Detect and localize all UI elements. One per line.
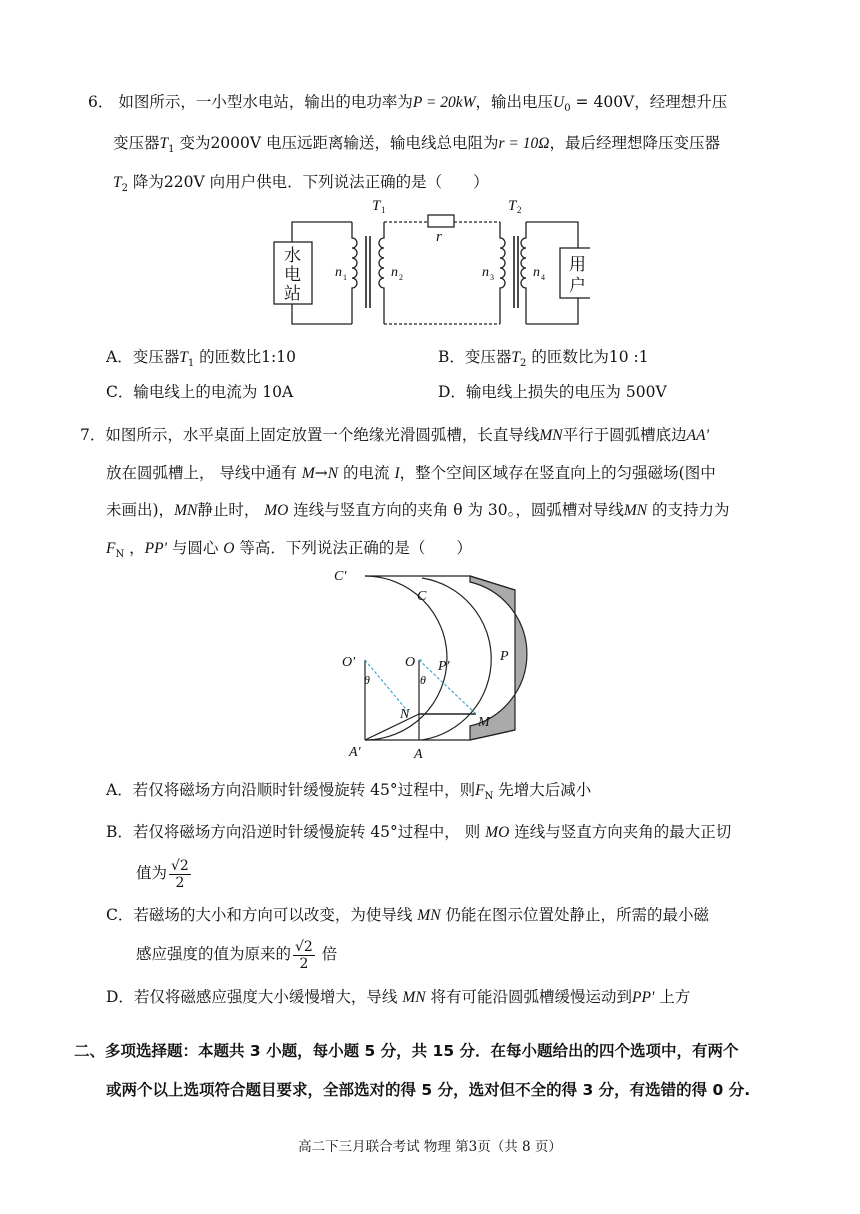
n1-sub: 1 xyxy=(343,273,347,282)
page-footer: 高二下三月联合考试 物理 第3页（共 8 页） xyxy=(298,1139,562,1155)
q6-line-1 xyxy=(88,92,727,119)
t2-label: T xyxy=(508,198,517,214)
q7-text: ， xyxy=(124,539,145,557)
q7-line-4 xyxy=(106,538,472,565)
q6-text: 如图所示，一小型水电站，输出的电功率为 xyxy=(118,93,413,111)
n2-sub: 2 xyxy=(399,273,403,282)
q7-option-b xyxy=(106,822,731,843)
q7-line-3 xyxy=(106,500,730,521)
q7-line-2 xyxy=(106,463,716,484)
q7-symbol: MN xyxy=(623,502,648,519)
q6-text: B．变压器 xyxy=(438,348,512,366)
q7-text: 的支持力为 xyxy=(647,501,730,519)
q7-option-a xyxy=(106,780,591,807)
label-o: O xyxy=(405,655,416,670)
fraction-sqrt2-over-2 xyxy=(293,939,315,972)
q7-text: C．若磁场的大小和方向可以改变，为使导线 xyxy=(106,906,418,924)
q6-symbol: T xyxy=(511,349,521,366)
t2-sub: 2 xyxy=(517,205,522,215)
q6-option-c: C．输电线上的电流为 10A xyxy=(106,383,294,401)
q7-sub: N xyxy=(484,791,494,802)
fraction-numerator: √2 xyxy=(295,938,313,955)
q7-text: A．若仅将磁场方向沿顺时针缓慢旋转 45°过程中，则 xyxy=(106,781,476,799)
q6-power: P = 20kW xyxy=(412,94,476,111)
q7-text: 等高．下列说法正确的是（ ） xyxy=(234,539,472,557)
user-char-1: 用 xyxy=(569,255,586,274)
q6-resistance: r = 10Ω xyxy=(498,135,550,152)
fraction-sqrt2-over-2 xyxy=(169,858,191,891)
q7-symbol: I xyxy=(394,465,400,482)
q7-text: 未画出)， xyxy=(106,501,175,519)
t1-sub: 1 xyxy=(381,205,386,215)
q7-symbol: F xyxy=(106,540,116,557)
resistor-r xyxy=(428,215,454,227)
q7-text: ，整个空间区域存在竖直向上的匀强磁场(图中 xyxy=(399,464,716,482)
label-p: P xyxy=(500,649,509,664)
q7-text: 先增大后减小 xyxy=(493,781,592,799)
q7-text: 平行于圆弧槽底边 xyxy=(562,426,687,444)
t1-label: T xyxy=(372,198,381,214)
q7-text: 将有可能沿圆弧槽缓慢运动到 xyxy=(425,988,633,1006)
section-2-heading-line-1: 二、多项选择题：本题共 3 小题，每小题 5 分，共 15 分．在每小题给出的四个选项中，有两个 xyxy=(74,1042,739,1060)
coil-n2 xyxy=(379,222,384,324)
q7-option-c-cont xyxy=(136,936,337,972)
q7-option-b-cont xyxy=(136,855,193,891)
power-station-char-2: 电 xyxy=(284,265,301,284)
n4-sub: 4 xyxy=(541,273,545,282)
q7-text: 感应强度的值为原来的 xyxy=(136,945,292,963)
q6-circuit-diagram xyxy=(260,196,590,332)
q6-text: ，输出电压 xyxy=(475,93,554,111)
q7-text: 上方 xyxy=(654,988,691,1006)
q6-symbol: T xyxy=(179,349,188,366)
q6-option-d: D．输电线上损失的电压为 500V xyxy=(438,383,667,401)
q7-symbol: M xyxy=(301,465,315,482)
label-n: N xyxy=(400,707,410,722)
n3-label: n xyxy=(482,265,489,280)
q7-text: D．若仅将磁感应强度大小缓慢增大，导线 xyxy=(106,988,403,1006)
q6-text: = 400V，经理想升压 xyxy=(570,93,728,111)
q7-text: 与圆心 xyxy=(166,539,224,557)
n1-label: n xyxy=(335,265,342,280)
q7-sub: N xyxy=(115,549,125,560)
q7-symbol: MO xyxy=(264,502,289,519)
q7-symbol: MN xyxy=(539,427,563,444)
q7-text: 的电流 xyxy=(338,464,395,482)
q6-symbol: T xyxy=(113,174,122,191)
label-a-prime: A' xyxy=(349,745,361,760)
q7-symbol: O xyxy=(223,540,235,557)
q7-text: 如图所示，水平桌面上固定放置一个绝缘光滑圆弧槽，长直导线 xyxy=(105,426,540,444)
label-c-prime: C' xyxy=(334,569,347,584)
q6-sub: 2 xyxy=(520,358,527,369)
q7-symbol: PP' xyxy=(144,540,167,557)
q6-text: 的匝数比为10 :1 xyxy=(526,348,649,366)
fraction-numerator: √2 xyxy=(171,857,189,874)
q6-option-b xyxy=(438,347,649,374)
q7-symbol: MO xyxy=(485,824,510,841)
q6-text: A．变压器 xyxy=(106,348,180,366)
label-theta-2: θ xyxy=(420,673,426,687)
q7-number: 7． xyxy=(80,426,106,444)
q7-symbol: PP' xyxy=(632,989,655,1006)
q7-text: 连线与竖直方向的夹角 θ 为 30。，圆弧槽对导线 xyxy=(288,501,624,519)
q7-text: 值为 xyxy=(136,864,168,882)
q6-sub: 1 xyxy=(187,358,195,369)
q6-sub: 0 xyxy=(564,103,571,114)
q7-option-d xyxy=(106,987,690,1008)
coil-n3 xyxy=(500,222,505,324)
fraction-denominator: 2 xyxy=(299,955,309,972)
q7-option-c xyxy=(106,905,709,926)
q7-text: B．若仅将磁场方向沿逆时针缓慢旋转 45°过程中， 则 xyxy=(106,823,486,841)
q7-symbol: MN xyxy=(174,502,198,519)
coil-n1 xyxy=(352,222,357,324)
q7-arc-groove-diagram xyxy=(330,568,530,764)
label-theta-1: θ xyxy=(364,673,370,687)
q7-arrow: → xyxy=(314,464,328,482)
q7-symbol: F xyxy=(475,782,485,799)
q6-option-a xyxy=(106,347,296,374)
q6-text: 降为220V 向用户供电．下列说法正确的是（ ） xyxy=(128,173,489,191)
q6-number: 6． xyxy=(88,93,114,111)
fraction-denominator: 2 xyxy=(175,874,185,891)
q7-text: 静止时， xyxy=(197,501,265,519)
q7-symbol: MN xyxy=(402,989,426,1006)
power-station-char-1: 水 xyxy=(284,246,301,265)
n4-label: n xyxy=(533,265,540,280)
q6-symbol: T xyxy=(159,135,169,152)
label-c: C xyxy=(417,589,427,604)
q7-symbol: AA' xyxy=(686,427,709,444)
label-o-prime: O' xyxy=(342,655,356,670)
label-p-prime: P' xyxy=(438,659,450,674)
user-char-2: 户 xyxy=(569,276,586,295)
q6-text: ，最后经理想降压变压器 xyxy=(549,134,720,152)
q7-text: 放在圆弧槽上， 导线中通有 xyxy=(106,464,302,482)
n2-label: n xyxy=(391,265,398,280)
q6-line-2 xyxy=(113,133,720,160)
r-label: r xyxy=(436,229,442,245)
q7-text: 仍能在图示位置处静止，所需的最小磁 xyxy=(440,906,709,924)
q6-sub: 2 xyxy=(121,183,128,194)
q7-symbol: MN xyxy=(417,907,441,924)
q7-text: 连线与竖直方向夹角的最大正切 xyxy=(509,823,732,841)
section-2-heading-line-2: 或两个以上选项符合题目要求，全部选对的得 5 分，选对但不全的得 3 分，有选错的得 0 分. xyxy=(106,1081,751,1099)
q6-voltage-symbol: U xyxy=(553,94,565,111)
q6-line-3 xyxy=(113,172,489,199)
q6-text: 的匝数比1:10 xyxy=(194,348,296,366)
n3-sub: 3 xyxy=(490,273,494,282)
q7-text: 倍 xyxy=(316,945,338,963)
label-a: A xyxy=(414,747,423,762)
q6-text: 变压器 xyxy=(113,134,160,152)
label-m: M xyxy=(478,715,490,730)
q6-sub: 1 xyxy=(168,144,175,155)
coil-n4 xyxy=(521,222,526,324)
power-station-char-3: 站 xyxy=(284,284,301,303)
q6-text: 变为2000V 电压远距离输送，输电线总电阻为 xyxy=(174,134,499,152)
q7-line-1 xyxy=(80,425,709,446)
q7-symbol: N xyxy=(327,465,339,482)
